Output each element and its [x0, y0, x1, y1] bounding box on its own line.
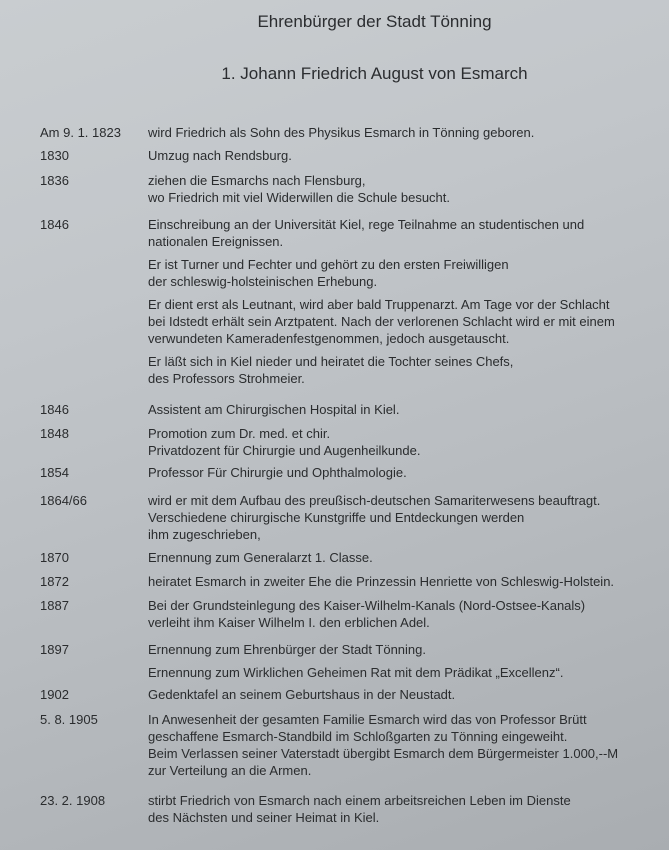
- entry-text-line: Professor Für Chirurgie und Ophthalmologie.: [148, 465, 407, 480]
- entry-text-line: In Anwesenheit der gesamten Familie Esmarch wird das von Professor Brütt: [148, 712, 587, 727]
- entry-text-line: Gedenktafel an seinem Geburtshaus in der Neustadt.: [148, 687, 456, 702]
- entry-text: [148, 147, 663, 164]
- entry-date: 1902: [40, 687, 69, 702]
- entry-text: [148, 425, 663, 459]
- entry-text-line: Promotion zum Dr. med. et chir.: [148, 426, 331, 441]
- entry-date: 1830: [40, 148, 69, 163]
- entry-text-line: Er läßt sich in Kiel nieder und heiratet die Tochter seines Chefs,: [148, 354, 514, 369]
- entry-text: [148, 641, 663, 681]
- entry-text-line: stirbt Friedrich von Esmarch nach einem arbeitsreichen Leben im Dienste: [148, 793, 571, 808]
- entry-date: 5. 8. 1905: [40, 712, 98, 727]
- entry-text: [148, 216, 663, 387]
- entry-date: 1836: [40, 173, 69, 188]
- entry-text: [148, 464, 663, 481]
- entry-text-line: zur Verteilung an die Armen.: [148, 763, 312, 778]
- entry-text-line: verwundeten Kameradenfestgenommen, jedoch ausgetauscht.: [148, 331, 510, 346]
- entry-text-line: der schleswig-holsteinischen Erhebung.: [148, 274, 378, 289]
- entry-text-line: wird Friedrich als Sohn des Physikus Esmarch in Tönning geboren.: [148, 125, 535, 140]
- entry-text: [148, 401, 663, 418]
- entry-text-line: Assistent am Chirurgischen Hospital in Kiel.: [148, 402, 400, 417]
- page-title: Ehrenbürger der Stadt Tönning: [257, 12, 492, 31]
- page-subtitle: 1. Johann Friedrich August von Esmarch: [221, 64, 528, 83]
- entry-text-line: geschaffene Esmarch-Standbild im Schloßgarten zu Tönning eingeweiht.: [148, 729, 568, 744]
- entry-text-line: Ernennung zum Ehrenbürger der Stadt Tönning.: [148, 642, 426, 657]
- entry-text: [148, 124, 663, 141]
- entry-text-line: ihm zugeschrieben,: [148, 527, 261, 542]
- entry-text-line: Privatdozent für Chirurgie und Augenheilkunde.: [148, 443, 421, 458]
- entry-text-line: des Nächsten und seiner Heimat in Kiel.: [148, 810, 380, 825]
- entry-text-line: bei Idstedt erhält sein Arztpatent. Nach der verlorenen Schlacht wird er mit einem: [148, 314, 615, 329]
- entry-text-line: Beim Verlassen seiner Vaterstadt übergibt Esmarch dem Bürgermeister 1.000,--M: [148, 746, 619, 761]
- entry-text-line: Bei der Grundsteinlegung des Kaiser-Wilhelm-Kanals (Nord-Ostsee-Kanals): [148, 598, 586, 613]
- entry-date: 1864/66: [40, 493, 87, 508]
- entry-text-line: wird er mit dem Aufbau des preußisch-deutschen Samariterwesens beauftragt.: [148, 493, 601, 508]
- entry-date: 1854: [40, 465, 69, 480]
- entry-text: [148, 792, 663, 826]
- entry-date: 1846: [40, 217, 69, 232]
- entry-date: 1887: [40, 598, 69, 613]
- entry-text-line: Einschreibung an der Universität Kiel, rege Teilnahme an studentischen und: [148, 217, 585, 232]
- entry-text-line: wo Friedrich mit viel Widerwillen die Schule besucht.: [148, 190, 451, 205]
- entry-date: 1872: [40, 574, 69, 589]
- entry-text-line: Er dient erst als Leutnant, wird aber bald Truppenarzt. Am Tage vor der Schlacht: [148, 297, 610, 312]
- entry-text-line: Ernennung zum Generalarzt 1. Classe.: [148, 550, 373, 565]
- entry-text-line: Ernennung zum Wirklichen Geheimen Rat mit dem Prädikat „Excellenz“.: [148, 665, 564, 680]
- entry-date: 1870: [40, 550, 69, 565]
- entry-text-line: Umzug nach Rendsburg.: [148, 148, 292, 163]
- entry-text: [148, 686, 663, 703]
- entry-date: Am 9. 1. 1823: [40, 125, 121, 140]
- entry-text-line: heiratet Esmarch in zweiter Ehe die Prinzessin Henriette von Schleswig-Holstein.: [148, 574, 615, 589]
- entry-text-line: nationalen Ereignissen.: [148, 234, 284, 249]
- entry-date: 23. 2. 1908: [40, 793, 106, 808]
- entry-date: 1897: [40, 642, 69, 657]
- entry-text-line: ziehen die Esmarchs nach Flensburg,: [148, 173, 366, 188]
- entry-text: [148, 573, 663, 590]
- entry-text: [148, 597, 663, 631]
- entry-text: [148, 711, 663, 779]
- entry-text: [148, 172, 663, 206]
- entry-text: [148, 492, 663, 543]
- entry-date: 1848: [40, 426, 69, 441]
- entry-text: [148, 549, 663, 566]
- entry-date: 1846: [40, 402, 69, 417]
- entry-text-line: verleiht ihm Kaiser Wilhelm I. den erblichen Adel.: [148, 615, 430, 630]
- entry-text-line: Verschiedene chirurgische Kunstgriffe und Entdeckungen werden: [148, 510, 525, 525]
- entry-text-line: des Professors Strohmeier.: [148, 371, 305, 386]
- entry-text-line: Er ist Turner und Fechter und gehört zu den ersten Freiwilligen: [148, 257, 509, 272]
